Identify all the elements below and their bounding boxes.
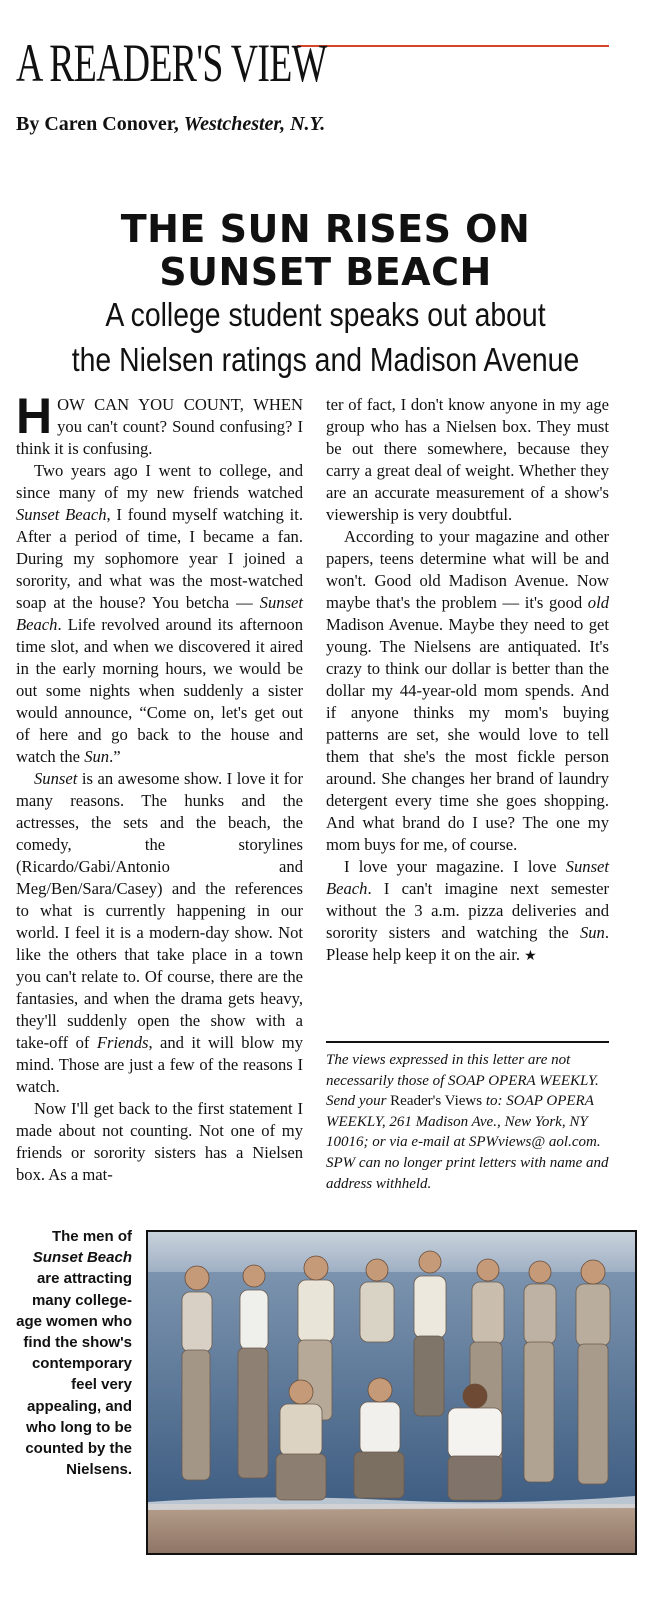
article-column-right: [326, 394, 609, 968]
section-kicker: A READER'S VIEW: [16, 33, 327, 93]
text: . Please help keep it on the air.: [326, 923, 609, 964]
text: The views expressed in this letter are not necessarily those of SOAP OPERA WEEKLY. Send your: [326, 1052, 599, 1110]
subheadline-line-2: the Nielsen ratings and Madison Avenue: [71, 341, 580, 378]
show-title: Sunset Beach: [32, 1249, 132, 1267]
show-title: Sun: [84, 747, 110, 766]
photo-illustration: [148, 1232, 635, 1553]
show-title: Sunset Beach: [16, 593, 303, 634]
article-column-left: [16, 388, 303, 1186]
drop-cap: H: [16, 388, 53, 444]
byline-place: Westchester, N.Y.: [183, 113, 326, 135]
cast-photo: [146, 1230, 637, 1555]
paragraph-6: [326, 856, 609, 968]
paragraph-4-continued: ter of fact, I don't know anyone in my age group who has a Nielsen box. They must be out there somewhere, because they carry a great deal of weight. Whether they are an accurate measurement of a show's viewership is very doubtful.: [326, 395, 609, 524]
sky: [148, 1232, 635, 1272]
text: . Life revolved around its afternoon time slot, and when we discovered it aired in the early morning hours, we would be out some nights when suddenly a sister would announce, “Come on, let's get out of here and go back to the house and watch the: [16, 615, 303, 766]
byline-author: By Caren Conover,: [16, 113, 184, 135]
headline-line-1: THE SUN RISES ON: [120, 207, 531, 251]
text: According to your magazine and other papers, teens determine what will be and won't. Good old Madison Avenue. Now maybe that's the problem — it's good: [326, 527, 609, 612]
subheadline: [46, 292, 606, 382]
byline: [16, 113, 325, 136]
show-title: Sunset: [34, 769, 78, 788]
disclaimer: [326, 1050, 609, 1194]
show-title: Friends: [96, 1033, 149, 1052]
paragraph-4: Now I'll get back to the first statement I made about not counting. Not one of my friends or sorority sisters has a Nielsen box. As a mat-: [16, 1099, 303, 1184]
text: . I can't imagine next semester without the 3 a.m. pizza deliveries and sorority sisters and watching the: [326, 879, 609, 942]
text: Madison Avenue. Maybe they need to get young. The Nielsens are antiquated. It's crazy to think our dollar is better than the dollar my 44-year-old mom spends. And if anyone thinks my mom's buying patterns are set, she would love to tell them that she's the most fickle person around. She changes her brand of laundry detergent every time she goes shopping. And what brand do I use? The one my mom buys for me, of course.: [326, 615, 609, 854]
paragraph-3: [16, 768, 303, 1098]
sand: [148, 1504, 635, 1553]
show-title: Sun: [579, 923, 605, 942]
text: Two years ago I went to college, and since many of my new friends watched: [16, 461, 303, 502]
photo-caption: [8, 1226, 132, 1480]
text: are attracting many college-age women who find the show's contemporary feel very appealing, and who long to be counted by the Nielsens.: [16, 1270, 132, 1479]
paragraph-5: [326, 526, 609, 856]
text: is an awesome show. I love it for many reasons. The hunks and the actresses, the sets and the beach, the comedy, the storylines (Ricardo/Gabi/Antonio and Meg/Ben/Sara/Casey) and the references to what is currently happening in our world. I feel it is a modern-day show. Not like the others that take place in a town you can't relate to. Of course, there are the fantasies, and when the drama gets heavy, they'll suddenly open the show with a take-off of: [16, 769, 303, 1052]
disclaimer-rule: [326, 1041, 609, 1043]
paragraph-1-text: you can't count? Sound confusing? I think it is confusing.: [16, 417, 303, 458]
show-title: Sunset Beach: [16, 505, 107, 524]
headline: [0, 208, 651, 294]
text: to: SOAP OPERA WEEKLY, 261 Madison Ave., New York, NY 10016; or via e-mail at SPWviews@ aol.com. SPW can no longer print letters with name and address withheld.: [326, 1093, 609, 1192]
text: The men of: [51, 1228, 132, 1245]
text: , I found myself watching it. After a period of time, I became a fan. During my sophomore year I joined a sorority, and what was the most-watched soap at the house? You betcha —: [16, 505, 303, 612]
text: I love your magazine. I love: [344, 857, 566, 876]
text: Reader's Views: [390, 1093, 483, 1110]
header-rule: [297, 45, 609, 47]
paragraph-2: [16, 460, 303, 768]
emphasis: old: [587, 593, 609, 612]
end-mark-icon: ★: [524, 949, 537, 964]
subheadline-line-1: A college student speaks out about: [105, 296, 546, 333]
lead-in: OW CAN YOU COUNT, WHEN: [57, 395, 303, 414]
text: .”: [109, 747, 121, 766]
headline-line-2: SUNSET BEACH: [159, 250, 492, 294]
paragraph-1: [16, 388, 303, 460]
text: , and it will blow my mind. Those are just a few of the reasons I watch.: [16, 1033, 303, 1096]
show-title: Sunset Beach: [326, 857, 609, 898]
